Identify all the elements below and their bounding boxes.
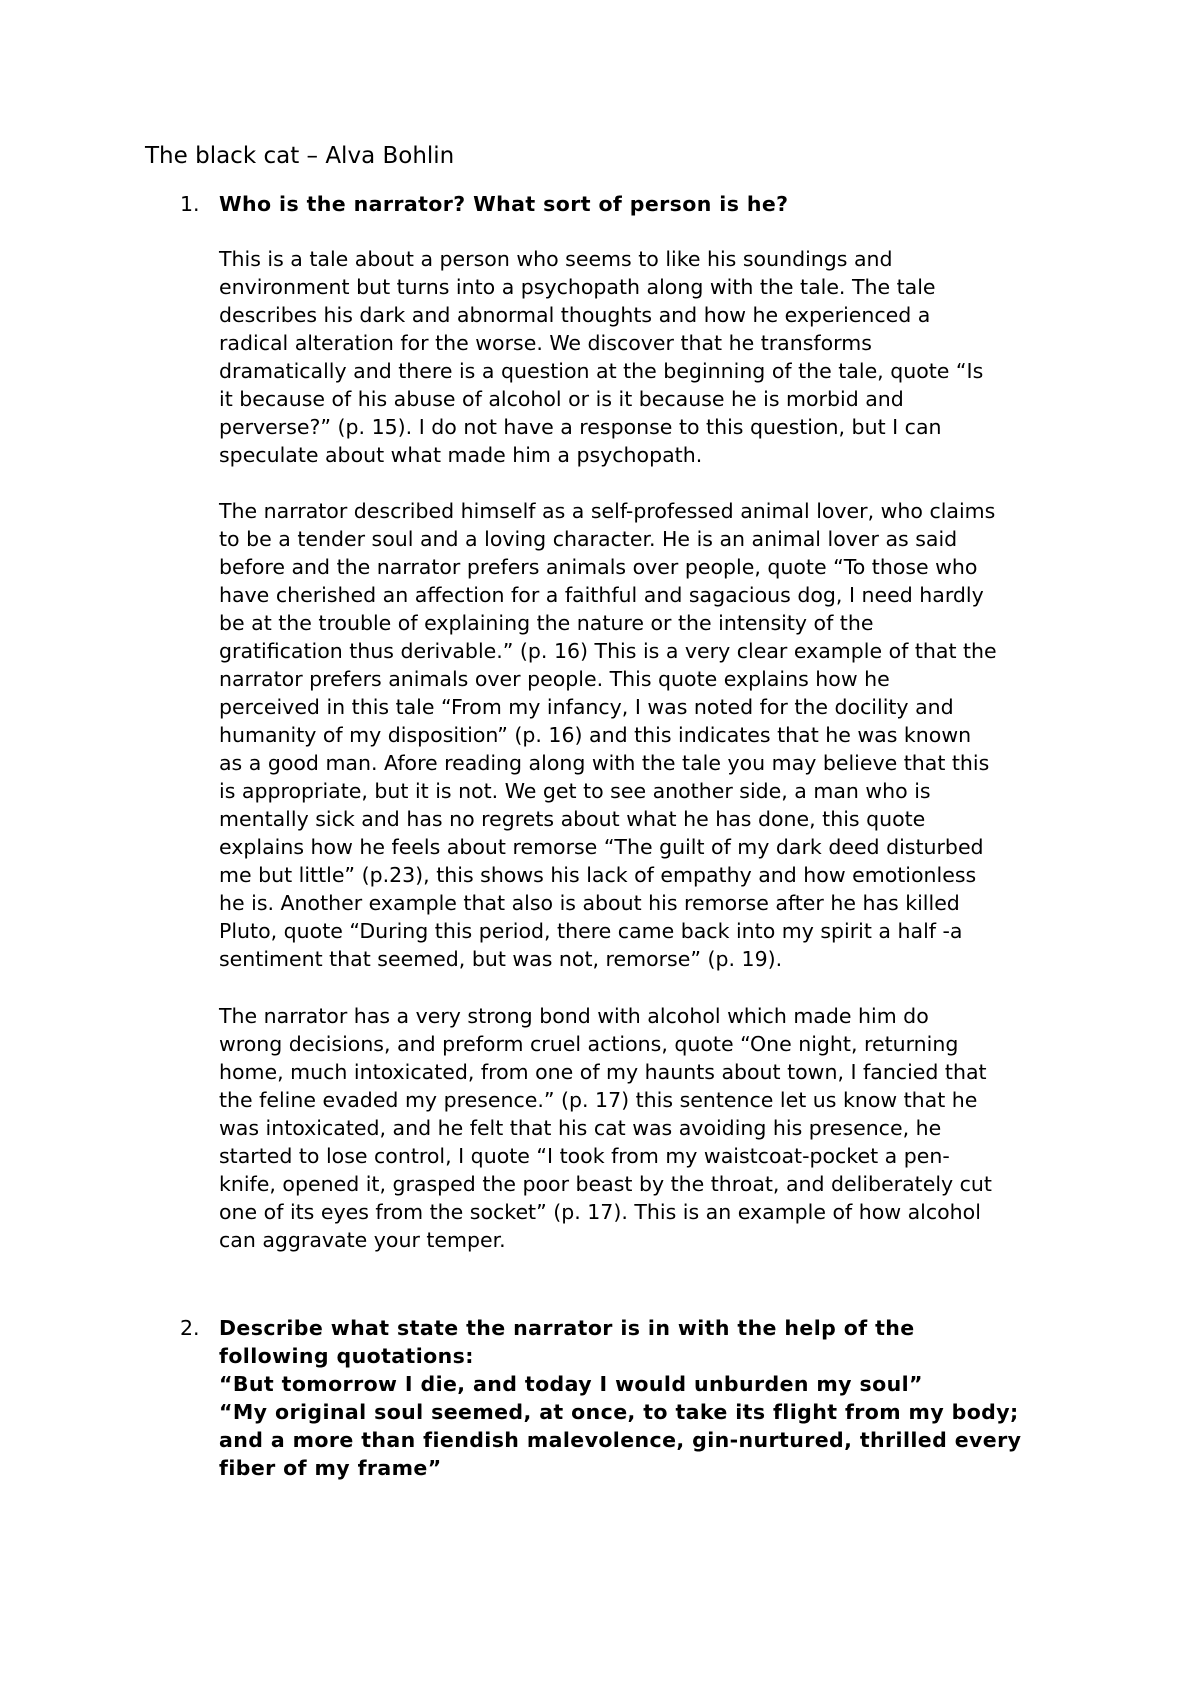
text-line: The narrator has a very strong bond with alcohol which made him do	[219, 1004, 929, 1028]
question-quote-line: “But tomorrow I die, and today I would unburden my soul”	[219, 1372, 923, 1396]
question-line: Who is the narrator? What sort of person is he?	[219, 192, 789, 216]
question-quote-line: and a more than fiendish malevolence, gin-nurtured, thrilled every	[219, 1428, 1022, 1452]
text-line: knife, opened it, grasped the poor beast by the throat, and deliberately cut	[219, 1172, 992, 1196]
text-line: me but little” (p.23), this shows his lack of empathy and how emotionless	[219, 863, 977, 887]
text-line: was intoxicated, and he felt that his cat was avoiding his presence, he	[219, 1116, 942, 1140]
text-line: The narrator described himself as a self-professed animal lover, who claims	[219, 499, 996, 523]
question-number: 2.	[180, 1316, 200, 1340]
text-line: explains how he feels about remorse “The guilt of my dark deed disturbed	[219, 835, 984, 859]
text-line: home, much intoxicated, from one of my haunts about town, I fancied that	[219, 1060, 987, 1084]
text-line: environment but turns into a psychopath along with the tale. The tale	[219, 275, 936, 299]
text-line: wrong decisions, and preform cruel actions, quote “One night, returning	[219, 1032, 959, 1056]
text-line: he is. Another example that also is about his remorse after he has killed	[219, 891, 960, 915]
text-line: the feline evaded my presence.” (p. 17) this sentence let us know that he	[219, 1088, 978, 1112]
text-line: before and the narrator prefers animals over people, quote “To those who	[219, 555, 978, 579]
text-line: gratification thus derivable.” (p. 16) This is a very clear example of that the	[219, 639, 997, 663]
text-line: can aggravate your temper.	[219, 1228, 506, 1252]
question-text	[219, 1314, 1099, 1482]
text-line: to be a tender soul and a loving character. He is an animal lover as said	[219, 527, 958, 551]
text-line: describes his dark and abnormal thoughts and how he experienced a	[219, 303, 931, 327]
document-title: The black cat – Alva Bohlin	[145, 143, 455, 169]
text-line: This is a tale about a person who seems to like his soundings and	[219, 247, 893, 271]
text-line: perverse?” (p. 15). I do not have a response to this question, but I can	[219, 415, 942, 439]
text-line: one of its eyes from the socket” (p. 17). This is an example of how alcohol	[219, 1200, 981, 1224]
question-number: 1.	[180, 192, 200, 216]
text-line: perceived in this tale “From my infancy, I was noted for the docility and	[219, 695, 954, 719]
text-line: be at the trouble of explaining the nature or the intensity of the	[219, 611, 874, 635]
text-line: narrator prefers animals over people. This quote explains how he	[219, 667, 890, 691]
text-line: mentally sick and has no regrets about what he has done, this quote	[219, 807, 926, 831]
text-line: as a good man. Afore reading along with the tale you may believe that this	[219, 751, 990, 775]
text-line: sentiment that seemed, but was not, remorse” (p. 19).	[219, 947, 783, 971]
answer-paragraph-1	[219, 245, 1099, 469]
text-line: started to lose control, I quote “I took from my waistcoat-pocket a pen-	[219, 1144, 950, 1168]
question-text	[219, 190, 1099, 218]
text-line: it because of his abuse of alcohol or is it because he is morbid and	[219, 387, 904, 411]
text-line: is appropriate, but it is not. We get to see another side, a man who is	[219, 779, 931, 803]
question-line: Describe what state the narrator is in with the help of the	[219, 1316, 915, 1340]
answer-paragraph-2	[219, 497, 1099, 973]
text-line: speculate about what made him a psychopath.	[219, 443, 703, 467]
text-line: humanity of my disposition” (p. 16) and this indicates that he was known	[219, 723, 972, 747]
text-line: Pluto, quote “During this period, there came back into my spirit a half -a	[219, 919, 963, 943]
answer-paragraph-3	[219, 1002, 1099, 1254]
question-quote-line: fiber of my frame”	[219, 1456, 442, 1480]
question-quote-line: “My original soul seemed, at once, to take its flight from my body;	[219, 1400, 1019, 1424]
text-line: dramatically and there is a question at the beginning of the tale, quote “Is	[219, 359, 984, 383]
text-line: radical alteration for the worse. We discover that he transforms	[219, 331, 872, 355]
question-line: following quotations:	[219, 1344, 474, 1368]
text-line: have cherished an affection for a faithful and sagacious dog, I need hardly	[219, 583, 984, 607]
